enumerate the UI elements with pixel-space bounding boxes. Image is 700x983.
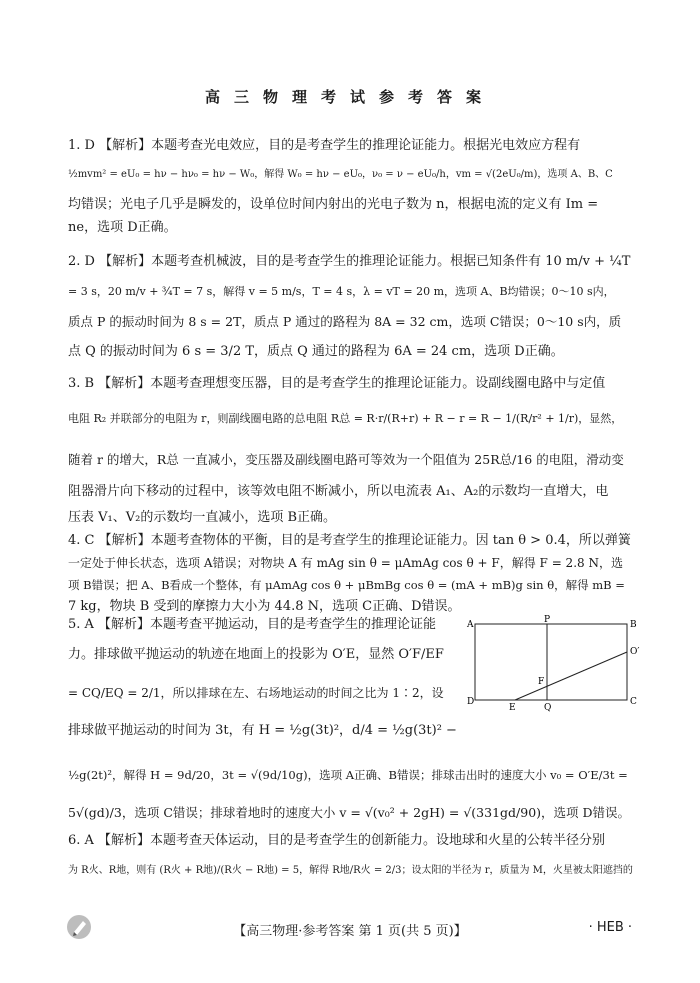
answer-3-line-3: 随着 r 的增大，R总 一直减小，变压器及副线圈电路可等效为一个阻值为 25R总/16 的电阻，滑动变 [68, 452, 624, 467]
answer-5-line-2: 力。排球做平抛运动的轨迹在地面上的投影为 O′E，显然 O′F/EF [68, 647, 444, 662]
answer-4-line-3: 项 B错误；把 A、B看成一个整体，有 μAmAg cos θ + μBmBg cos θ = (mA + mB)g sin θ，解得 mB = [68, 578, 625, 592]
page-footer [0, 918, 700, 942]
answer-1-line-3: 均错误；光电子几乎是瞬发的，设单位时间内射出的光电子数为 n，根据电流的定义有 Im = [68, 197, 599, 212]
label-c: C [630, 697, 637, 707]
answer-6-line-2: 为 R火、R地，则有 (R火 + R地)/(R火 − R地) = 5，解得 R地/R火 = 2/3；设太阳的半径为 r，质量为 M，火星被太阳遮挡的 [68, 865, 633, 876]
answer-2-line-1: 2. D 【解析】本题考查机械波，目的是考查学生的推理论证能力。根据已知条件有 10 m/v + ¼T [68, 254, 631, 269]
answer-2-line-2: = 3 s，20 m/v + ¾T = 7 s，解得 v = 5 m/s，T = 4 s，λ = vT = 20 m，选项 A、B均错误；0～10 s内， [68, 285, 615, 298]
footer-code: · HEB · [588, 920, 632, 935]
label-d: D [467, 697, 475, 707]
answer-3-line-5: 压表 V₁、V₂的示数均一直减小，选项 B正确。 [68, 510, 337, 525]
answer-2-line-4: 点 Q 的振动时间为 6 s = 3/2 T，质点 Q 通过的路程为 6A = 24 cm，选项 D正确。 [68, 344, 564, 359]
answer-4-line-2: 一定处于伸长状态，选项 A错误；对物块 A 有 mAg sin θ = μAmAg cos θ + F，解得 F = 2.8 N，选 [68, 556, 623, 570]
answer-3-line-4: 阻器滑片向下移动的过程中，该等效电阻不断减小，所以电流表 A₁、A₂的示数均一直增大，电 [68, 484, 609, 499]
answer-1-line-1: 1. D 【解析】本题考查光电效应，目的是考查学生的推理论证能力。根据光电效应方程有 [68, 138, 581, 153]
answer-6 [68, 830, 638, 890]
label-p: P [544, 615, 551, 625]
answer-2 [68, 247, 638, 367]
label-f: F [538, 677, 545, 687]
answer-6-line-1: 6. A 【解析】本题考查天体运动，目的是考查学生的创新能力。设地球和火星的公转半径分别 [68, 833, 606, 848]
trajectory-line-eo [515, 652, 627, 700]
answer-5-line-4: 排球做平抛运动的时间为 3t，有 H = ½g(3t)²，d/4 = ½g(3t)² − [68, 723, 457, 738]
label-a: A [467, 620, 474, 630]
answer-5-continued [68, 756, 638, 832]
answer-4 [68, 530, 638, 618]
answer-5-line-3: = CQ/EQ = 2/1，所以排球在左、右场地运动的时间之比为 1∶2，设 [68, 686, 444, 700]
volleyball-court-diagram [465, 614, 643, 714]
answer-2-line-3: 质点 P 的振动时间为 8 s = 2T，质点 P 通过的路程为 8A = 32 cm，选项 C错误；0～10 s内，质 [68, 314, 622, 329]
answer-3 [68, 372, 638, 530]
answer-1 [68, 136, 638, 240]
answer-1-line-4: ne，选项 D正确。 [68, 220, 177, 235]
answer-4-line-1: 4. C 【解析】本题考查物体的平衡，目的是考查学生的推理论证能力。因 tan θ > 0.4，所以弹簧 [68, 533, 631, 548]
answer-5-line-6: 5√(gd)/3，选项 C错误；排球着地时的速度大小 v = √(v₀² + 2gH) = √(331gd/90)，选项 D错误。 [68, 805, 631, 820]
answer-4-line-4: 7 kg，物块 B 受到的摩擦力大小为 44.8 N，选项 C正确、D错误。 [68, 599, 461, 614]
answer-3-line-2: 电阻 R₂ 并联部分的电阻为 r，则副线圈电路的总电阻 R总 = R·r/(R+r) + R − r = R − 1/(R/r² + 1/r)，显然， [68, 412, 623, 425]
footer-page-info: 【高三物理·参考答案 第 1 页(共 5 页)】 [233, 924, 467, 939]
label-e: E [509, 703, 516, 713]
answer-5-line-5: ½g(2t)²，解得 H = 9d/20，3t = √(9d/10g)，选项 A正确、B错误；排球击出时的速度大小 v₀ = O′E/3t = [68, 768, 628, 782]
answer-5 [68, 614, 458, 750]
label-q: Q [544, 703, 552, 713]
label-b: B [630, 620, 637, 630]
answer-5-line-1: 5. A 【解析】本题考查平抛运动，目的是考查学生的推理论证能 [68, 617, 437, 632]
label-o-prime: O′ [630, 647, 640, 657]
answer-3-line-1: 3. B 【解析】本题考查理想变压器，目的是考查学生的推理论证能力。设副线圈电路中与定值 [68, 376, 606, 391]
page-title: 高三物理考试参考答案 [204, 88, 495, 106]
answer-1-line-2: ½mvm² = eU₀ = hν − hν₀ = hν − W₀，解得 W₀ = hν − eU₀，ν₀ = ν − eU₀/h，vm = √(2eU₀/m)，选项 A、B、C [68, 169, 613, 180]
